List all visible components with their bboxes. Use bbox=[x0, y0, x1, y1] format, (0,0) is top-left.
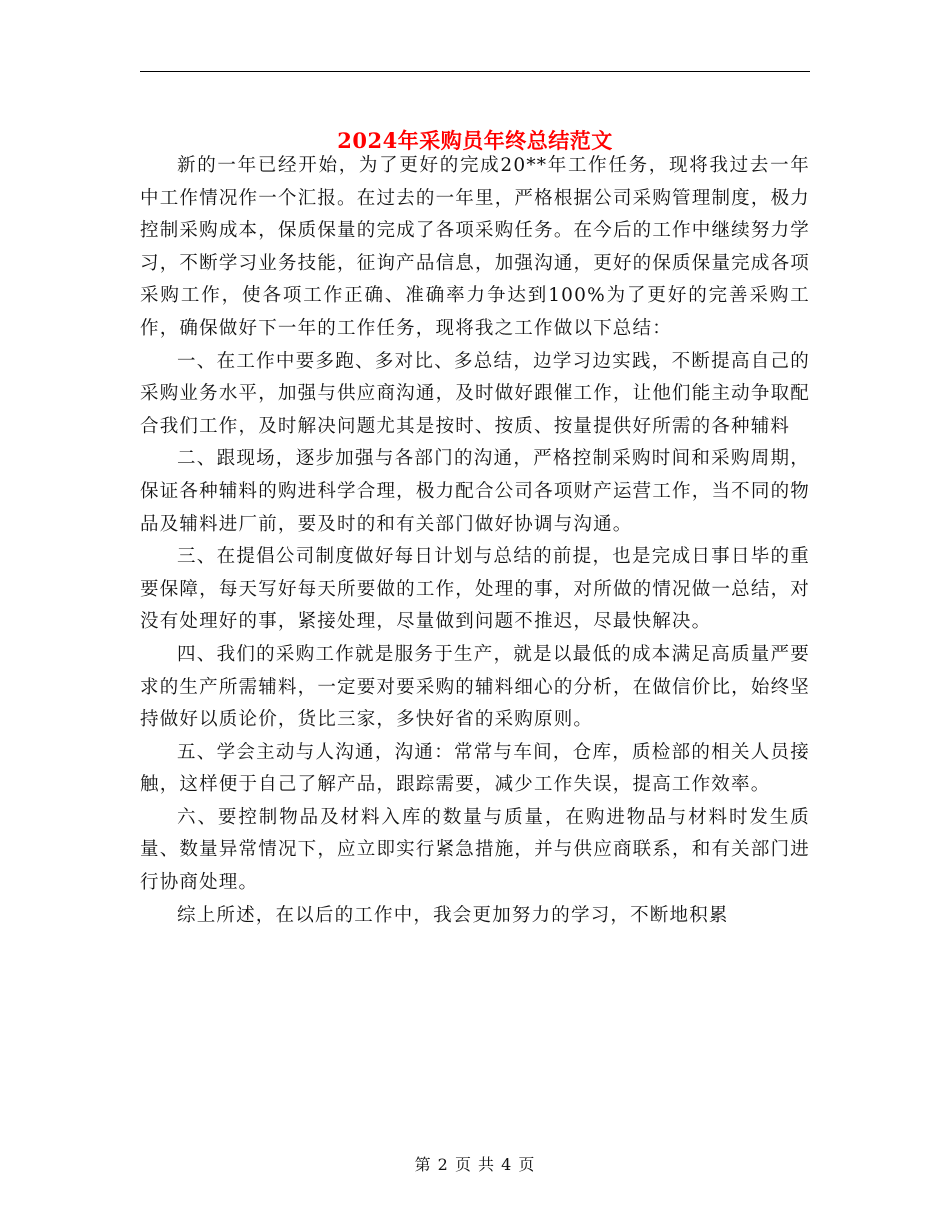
paragraph-point-2: 二、跟现场，逐步加强与各部门的沟通，严格控制采购时间和采购周期，保证各种辅料的购进科学合理，极力配合公司各项财产运营工作，当不同的物品及辅料进厂前，要及时的和有关部门做好协调与沟通。 bbox=[140, 448, 810, 535]
paragraph-point-1: 一、在工作中要多跑、多对比、多总结，边学习边实践，不断提高自己的采购业务水平，加强与供应商沟通，及时做好跟催工作，让他们能主动争取配合我们工作，及时解决问题尤其是按时、按质、按量提供好所需的各种辅料 bbox=[140, 350, 810, 437]
paragraph-point-3: 三、在提倡公司制度做好每日计划与总结的前提，也是完成日事日毕的重要保障，每天写好每天所要做的工作，处理的事，对所做的情况做一总结，对没有处理好的事，紧接处理，尽量做到问题不推迟，尽最快解决。 bbox=[140, 546, 810, 633]
paragraph-summary: 综上所述，在以后的工作中，我会更加努力的学习，不断地积累 bbox=[177, 904, 729, 926]
page-number: 第 2 页 共 4 页 bbox=[414, 1155, 536, 1174]
paragraph-intro: 新的一年已经开始，为了更好的完成20**年工作任务，现将我过去一年中工作情况作一个汇报。在过去的一年里，严格根据公司采购管理制度，极力控制采购成本，保质保量的完成了各项采购任务。在今后的工作中继续努力学习，不断学习业务技能，征询产品信息，加强沟通，更好的保质保量完成各项采购工作，使各项工作正确、准确率力争达到100%为了更好的完善采购工作，确保做好下一年的工作任务，现将我之工作做以下总结： bbox=[140, 155, 810, 339]
document-body bbox=[140, 150, 810, 932]
header-rule bbox=[140, 71, 810, 72]
paragraph-point-6: 六、要控制物品及材料入库的数量与质量，在购进物品与材料时发生质量、数量异常情况下，应立即实行紧急措施，并与供应商联系，和有关部门进行协商处理。 bbox=[140, 806, 810, 894]
paragraph-point-4: 四、我们的采购工作就是服务于生产，就是以最低的成本满足高质量严要求的生产所需辅料，一定要对要采购的辅料细心的分析，在做信价比，始终坚持做好以质论价，货比三家，多快好省的采购原则。 bbox=[140, 643, 810, 731]
paragraph-point-5: 五、学会主动与人沟通，沟通：常常与车间，仓库，质检部的相关人员接触，这样便于自己了解产品，跟踪需要，减少工作失误，提高工作效率。 bbox=[140, 741, 810, 796]
document-title: 2024年采购员年终总结范文 bbox=[337, 128, 613, 154]
